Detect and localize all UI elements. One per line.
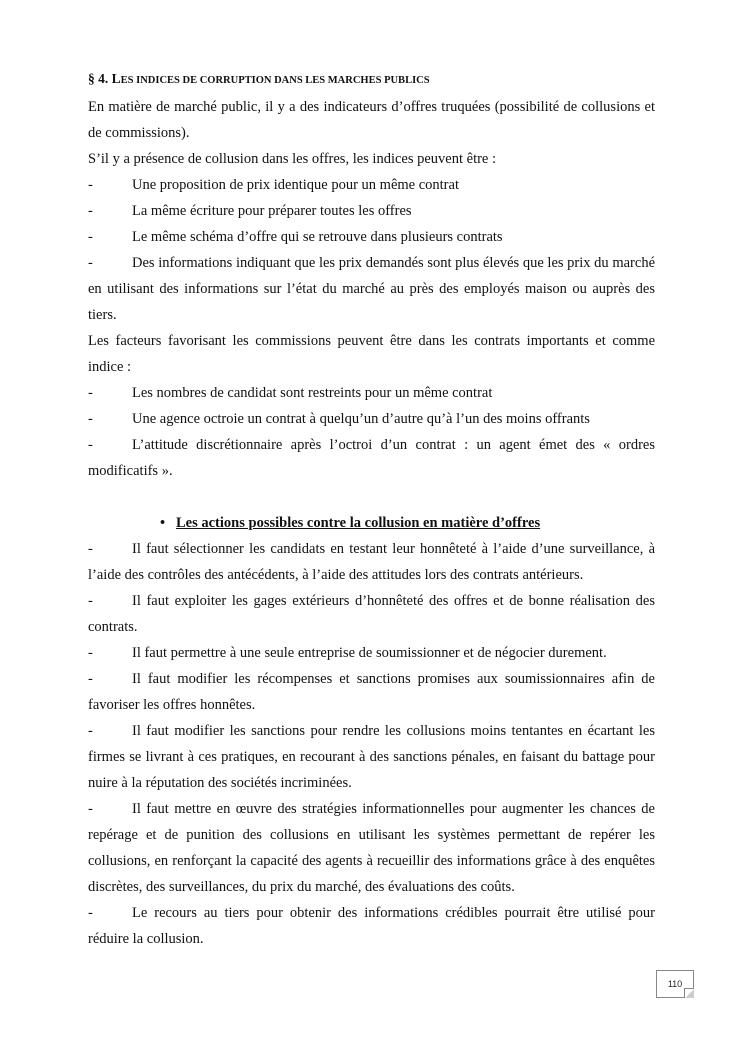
- dash-marker: -: [88, 229, 93, 245]
- list-item: - Il faut sélectionner les candidats en testant leur honnêteté à l’aide d’une surveillance, à l’aide des contrôles des antécédents, à l’aide des attitudes lors des contrats antérieurs.: [88, 536, 655, 588]
- dash-marker: -: [88, 385, 93, 401]
- list-item: - La même écriture pour préparer toutes les offres: [88, 198, 655, 224]
- section-heading: [88, 66, 655, 94]
- spacer: [88, 484, 655, 510]
- list-item: - Une agence octroie un contrat à quelqu’un d’autre qu’à l’un des moins offrants: [88, 406, 655, 432]
- list-item: - Il faut permettre à une seule entreprise de soumissionner et de négocier durement.: [88, 640, 655, 666]
- commissions-intro: Les facteurs favorisant les commissions peuvent être dans les contrats importants et comme indice :: [88, 333, 655, 375]
- list-item: - Une proposition de prix identique pour un même contrat: [88, 172, 655, 198]
- bullet-icon: •: [160, 515, 166, 531]
- list-item: - Il faut mettre en œuvre des stratégies informationnelles pour augmenter les chances de repérage et de punition des collusions en utilisant les systèmes permettant de repérer les collusions, en renforçant la capacité des agents à recueillir des informations grâce à des enquêtes discrètes, des surveillances, du prix du marché, des évaluations des coûts.: [88, 796, 655, 900]
- list-item: - Des informations indiquant que les prix demandés sont plus élevés que les prix du marché en utilisant des informations sur l’état du marché au près des employés maison ou auprès des tiers.: [88, 250, 655, 328]
- document-page: [88, 66, 655, 952]
- page-number-box: [656, 970, 694, 998]
- dash-marker: -: [88, 801, 93, 817]
- dash-marker: -: [88, 541, 93, 557]
- dash-marker: -: [88, 411, 93, 427]
- page-curl-icon: [684, 988, 694, 998]
- list-item: - Il faut modifier les sanctions pour rendre les collusions moins tentantes en écartant les firmes se livrant à ces pratiques, en recourant à des sanctions pénales, en faisant du battage pour nuire à la réputation des sociétés incriminées.: [88, 718, 655, 796]
- list-item: - Les nombres de candidat sont restreints pour un même contrat: [88, 380, 655, 406]
- dash-marker: -: [88, 905, 93, 921]
- dash-marker: -: [88, 671, 93, 687]
- dash-marker: -: [88, 645, 93, 661]
- section-heading-prefix: § 4. L: [88, 71, 121, 86]
- collusion-intro: S’il y a présence de collusion dans les offres, les indices peuvent être :: [88, 151, 497, 167]
- page-number: 110: [667, 979, 683, 989]
- dash-marker: -: [88, 255, 93, 271]
- subsection-heading: • Les actions possibles contre la collusion en matière d’offres: [88, 510, 655, 536]
- list-item: - Le recours au tiers pour obtenir des informations crédibles pourrait être utilisé pour réduire la collusion.: [88, 900, 655, 952]
- list-item: - Il faut exploiter les gages extérieurs d’honnêteté des offres et de bonne réalisation des contrats.: [88, 588, 655, 640]
- dash-marker: -: [88, 177, 93, 193]
- dash-marker: -: [88, 723, 93, 739]
- list-item: - L’attitude discrétionnaire après l’octroi d’un contrat : un agent émet des « ordres modificatifs ».: [88, 432, 655, 484]
- dash-marker: -: [88, 437, 93, 453]
- section-heading-rest: ES INDICES DE CORRUPTION DANS LES MARCHES PUBLICS: [120, 75, 430, 86]
- intro-paragraph: En matière de marché public, il y a des indicateurs d’offres truquées (possibilité de collusions et de commissions).: [88, 99, 655, 141]
- list-item: - Il faut modifier les récompenses et sanctions promises aux soumissionnaires afin de favoriser les offres honnêtes.: [88, 666, 655, 718]
- list-item: - Le même schéma d’offre qui se retrouve dans plusieurs contrats: [88, 224, 655, 250]
- dash-marker: -: [88, 593, 93, 609]
- dash-marker: -: [88, 203, 93, 219]
